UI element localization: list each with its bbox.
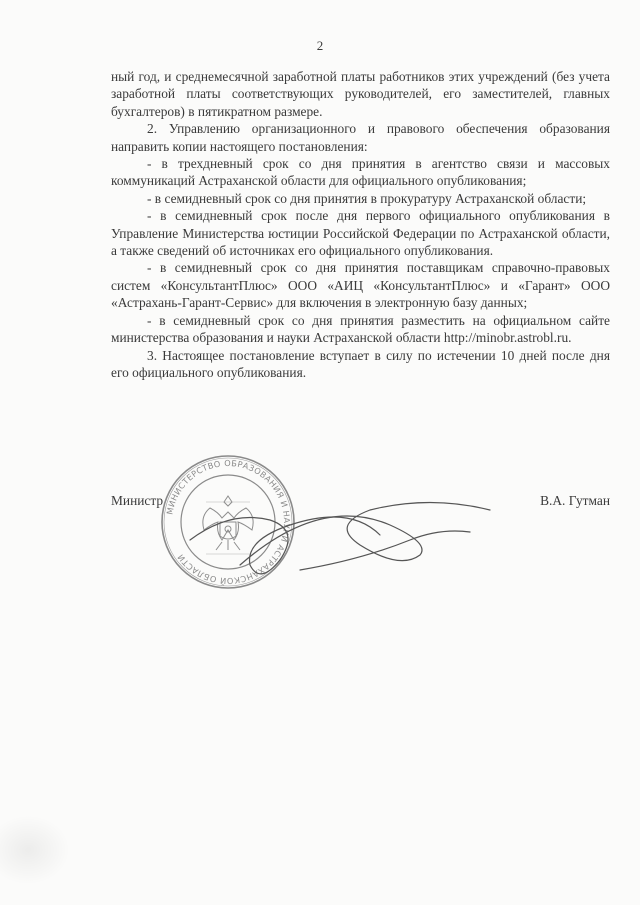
page-number: 2: [316, 38, 324, 53]
minister-title: Министр: [111, 493, 164, 508]
handwritten-signature-icon: [180, 470, 510, 590]
seal-ring-text: МИНИСТЕРСТВО ОБРАЗОВАНИЯ И НАУКИ АСТРАХАНСКОЙ ОБЛАСТИ: [164, 457, 293, 587]
paragraph-item-2-e: - в семидневный срок со дня принятия разместить на официальном сайте министерства образования и науки Астраханской области http://minobr.astrobl.ru.: [111, 312, 610, 346]
paragraph-item-2-b: - в семидневный срок со дня принятия в прокуратуру Астраханской области;: [147, 190, 587, 206]
paragraph-item-2-c: - в семидневный срок после дня первого официального опубликования в Управление Министерства юстиции Российской Федерации по Астраханской области, а также сведений об источниках его официального опубликования.: [111, 208, 610, 259]
document-body: [111, 68, 610, 381]
paragraph-item-2-d: - в семидневный срок со дня принятия поставщикам справочно-правовых систем «КонсультантПлюс» ООО «АИЦ «КонсультантПлюс» и «Гарант» ООО «Астрахань-Гарант-Сервис» для включения в электронную базу данных;: [111, 260, 610, 311]
minister-name: В.А. Гутман: [540, 493, 610, 508]
paragraph-item-2: 2. Управлению организационного и правового обеспечения образования направить копии настоящего постановления:: [111, 121, 610, 154]
paragraph-continuation: ный год, и среднемесячной заработной платы работников этих учреждений (без учета заработной платы соответствующих руководителей, его заместителей, главных бухгалтеров) в пятикратном размере.: [111, 69, 610, 119]
paragraph-item-2-a: - в трехдневный срок со дня принятия в агентство связи и массовых коммуникаций Астраханской области для официального опубликования;: [111, 156, 610, 189]
scan-artifact: [0, 815, 70, 885]
paragraph-item-3: 3. Настоящее постановление вступает в силу по истечении 10 дней после дня его официального опубликования.: [111, 347, 610, 380]
